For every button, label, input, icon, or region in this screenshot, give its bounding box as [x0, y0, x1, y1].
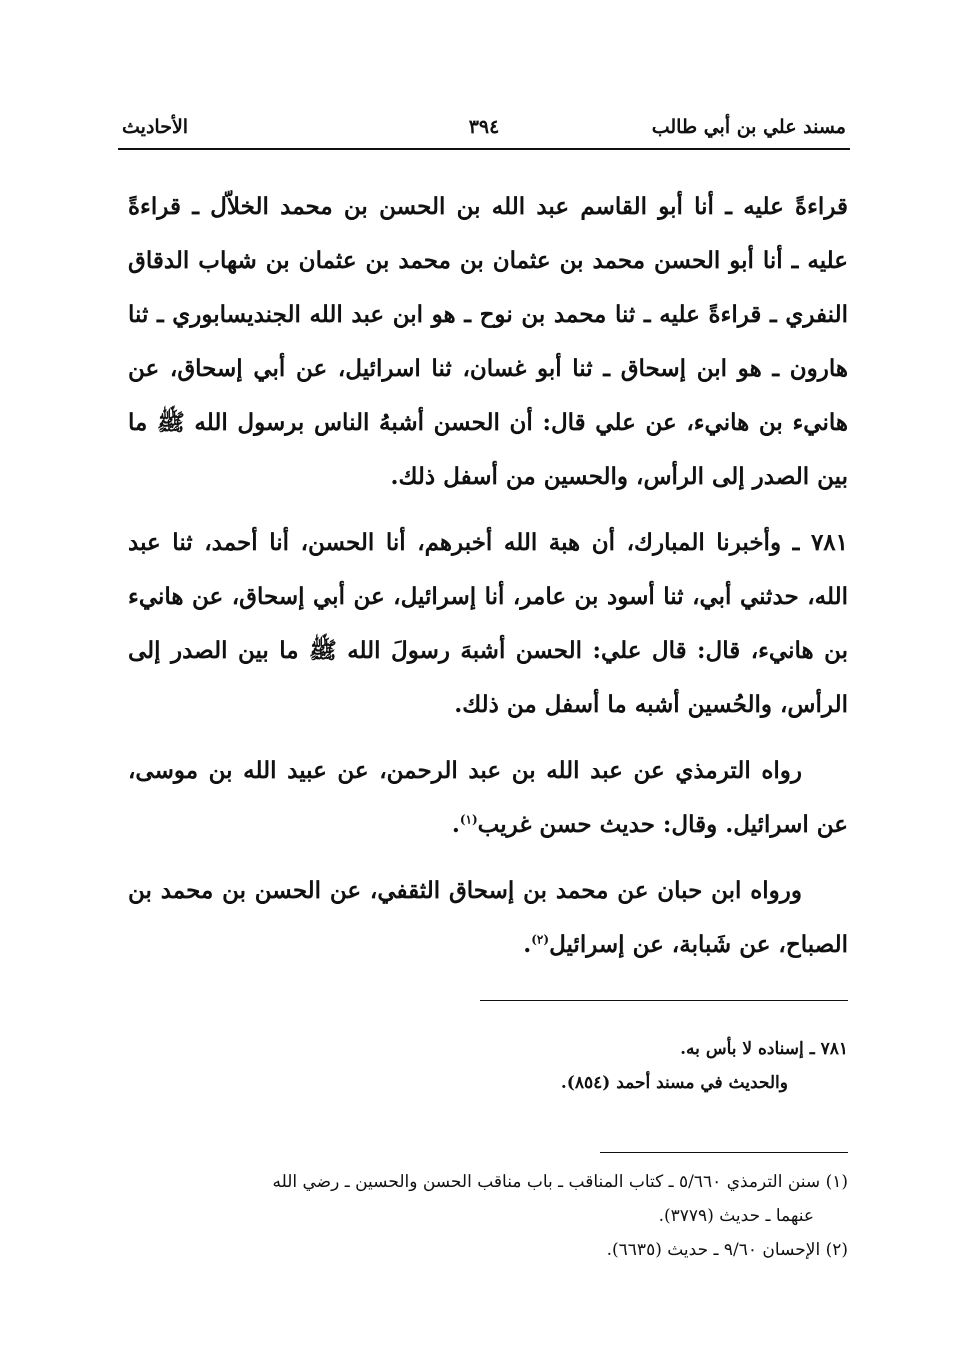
footnote-1-line-1: (١) سنن الترمذي ٥/٦٦٠ ـ كتاب المناقب ـ باب مناقب الحسن والحسين ـ رضي الله — [272, 1172, 848, 1192]
section-title: الأحاديث — [122, 116, 189, 138]
paragraph-tirmidhi-end: . — [451, 811, 460, 838]
note-divider — [480, 1000, 848, 1001]
paragraph-chain: قراءةً عليه ـ أنا أبو القاسم عبد الله بن الحسن بن محمد الخلاّل ـ قراءةً عليه ـ أنا أبو الحسن محمد بن عثمان بن محمد بن عثمان بن شهاب الدقاق النفري ـ قراءةً عليه ـ ثنا محمد بن نوح ـ هو ابن عبد الله الجنديسابوري ـ ثنا هارون ـ هو ابن إسحاق ـ ثنا أبو غسان، ثنا اسرائيل، عن أبي إسحاق، عن هانيء بن هانيء، عن علي قال: أن الحسن أشبهُ الناس برسول الله ﷺ ما بين الصدر إلى الرأس، والحسين من أسفل ذلك. — [128, 193, 848, 490]
paragraph-tirmidhi — [128, 744, 848, 852]
note-781-line-1: ٧٨١ ـ إسناده لا بأس به. — [680, 1039, 848, 1059]
main-text — [128, 180, 848, 984]
paragraph-tirmidhi-text: رواه الترمذي عن عبد الله بن عبد الرحمن، عن عبيد الله بن موسى، عن اسرائيل. وقال: حديث حسن غريب — [128, 757, 848, 838]
paragraph-ibn-hibban-end: . — [523, 931, 532, 958]
book-title: مسند علي بن أبي طالب — [651, 116, 846, 138]
page-header — [118, 112, 850, 150]
footnote-1-line-2: عنهما ـ حديث (٣٧٧٩). — [658, 1206, 814, 1226]
editor-note-781 — [360, 1032, 848, 1100]
footnote-divider — [600, 1152, 848, 1153]
footnote-2: (٢) الإحسان ٩/٦٠ ـ حديث (٦٦٣٥). — [606, 1240, 848, 1260]
page-number: ٣٩٤ — [468, 116, 500, 138]
footnote-ref-1: (١) — [459, 812, 478, 827]
footnote-ref-2: (٢) — [531, 932, 550, 947]
paragraph-ibn-hibban — [128, 864, 848, 972]
footnotes — [124, 1165, 848, 1267]
paragraph-ibn-hibban-text: ورواه ابن حبان عن محمد بن إسحاق الثقفي، عن الحسن بن محمد بن الصباح، عن شَبابة، عن إسرائيل — [128, 877, 848, 958]
note-781-line-2: والحديث في مسند أحمد (٨٥٤). — [560, 1073, 788, 1093]
paragraph-hadith-781: ٧٨١ ـ وأخبرنا المبارك، أن هبة الله أخبرهم، أنا الحسن، أنا أحمد، ثنا عبد الله، حدثني أبي، ثنا أسود بن عامر، أنا إسرائيل، عن أبي إسحاق، عن هانيء بن هانيء، قال: قال علي: الحسن أشبهَ رسولَ الله ﷺ ما بين الصدر إلى الرأس، والحُسين أشبه ما أسفل من ذلك. — [128, 529, 848, 718]
